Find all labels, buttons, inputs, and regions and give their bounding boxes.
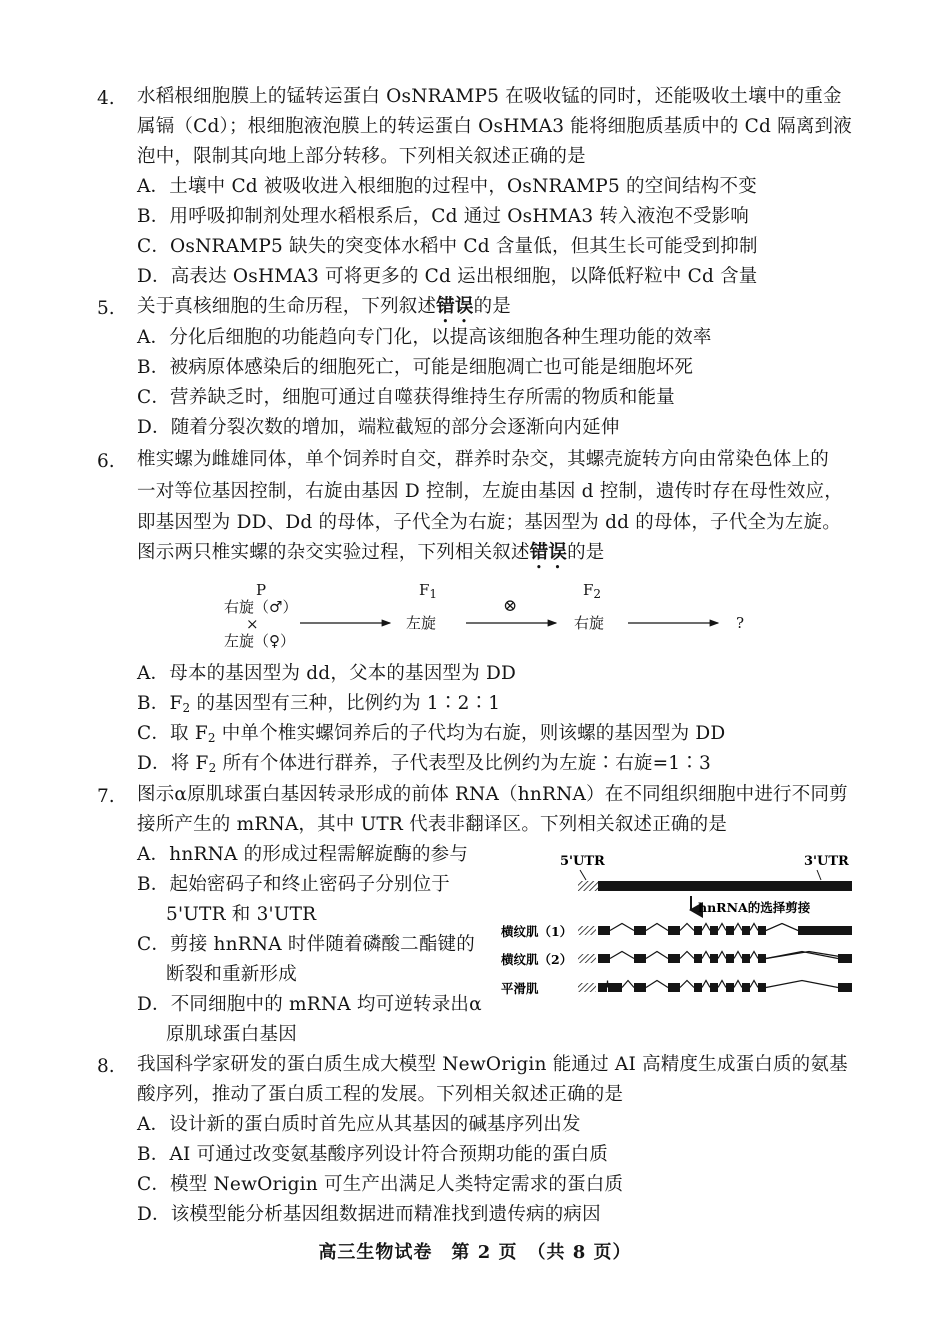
row1-intron-3 <box>680 924 694 931</box>
row1-intron-4 <box>702 924 710 931</box>
q4-option-b[interactable]: B．用呼吸抑制剂处理水稻根系后，Cd 通过 OsHMA3 转入液泡不受影响 <box>137 206 750 227</box>
q8-option-a[interactable]: A．设计新的蛋白质时首先应从其基因的碱基序列出发 <box>137 1114 581 1135</box>
question-5-number: 5. <box>97 298 115 319</box>
q6-option-d[interactable]: D．将 $F_2$ 所有个体进行群养，子代表型及比例约为左旋∶右旋=1∶3 <box>137 753 711 775</box>
row1-exon-4 <box>694 926 702 935</box>
row2-intron-6 <box>734 952 742 959</box>
row2-exon-6 <box>726 954 734 963</box>
row3-exon-2 <box>634 983 646 992</box>
q7-stem-line-2: 接所产生的 mRNA，其中 UTR 代表非翻译区。下列相关叙述正确的是 <box>137 814 728 835</box>
f1-label: $F_1$ <box>419 581 438 601</box>
p-female: 左旋（♀） <box>224 632 295 650</box>
question-8-number: 8. <box>97 1056 115 1077</box>
row2-intron-2 <box>646 952 668 959</box>
row1-exon-9 <box>798 926 852 935</box>
q8-stem-line-2: 酸序列，推动了蛋白质工程的发展。下列相关叙述正确的是 <box>137 1084 624 1105</box>
row2-intron-1 <box>610 952 634 959</box>
cross-sign: × <box>246 615 259 633</box>
row2-exon-8 <box>758 954 766 963</box>
f2-phenotype: 右旋 <box>574 614 605 632</box>
row1-exon-6 <box>726 926 734 935</box>
q7-option-d-cont: 原肌球蛋白基因 <box>166 1024 297 1045</box>
row2-exon-4 <box>694 954 702 963</box>
row3-intron-0 <box>607 981 608 988</box>
q8-option-b[interactable]: B．AI 可通过改变氨基酸序列设计符合预期功能的蛋白质 <box>137 1144 609 1165</box>
q5-emphasis: 错误 <box>436 296 474 317</box>
row3-intron-7 <box>750 981 758 988</box>
row1-intron-5 <box>718 924 726 931</box>
f3-unknown: ? <box>736 614 745 632</box>
row2-exon-7 <box>742 954 750 963</box>
q6-stem-line-2: 一对等位基因控制，右旋由基因 D 控制，左旋由基因 d 控制，遗传时存在母性效应， <box>137 481 843 502</box>
row2-exon-5 <box>710 954 718 963</box>
q6-stem-line-4: 图示两只椎实螺的杂交实验过程，下列相关叙述错误的是 <box>137 542 605 563</box>
row3-label: 平滑肌 <box>501 981 539 996</box>
question-6-number: 6. <box>97 451 115 472</box>
q4-option-c[interactable]: C．OsNRAMP5 缺失的突变体水稻中 Cd 含量低，但其生长可能受到抑制 <box>137 236 758 257</box>
row3-intron-3 <box>680 981 694 988</box>
row1-intron-2 <box>646 924 668 931</box>
q5-option-d[interactable]: D．随着分裂次数的增加，端粒截短的部分会逐渐向内延伸 <box>137 417 620 438</box>
q5-stem: 关于真核细胞的生命历程，下列叙述错误的是 <box>137 296 512 317</box>
row3-exon-4 <box>694 983 702 992</box>
row2-exon-3 <box>668 954 680 963</box>
q6-option-c[interactable]: C．取 $F_2$ 中单个椎实螺饲养后的子代均为右旋，则该螺的基因型为 DD <box>137 723 726 745</box>
p-male: 右旋（♂） <box>224 598 298 616</box>
row3-utr5 <box>578 983 596 992</box>
q7-option-b[interactable]: B．起始密码子和终止密码子分别位于 <box>137 874 450 895</box>
row1-exon-8 <box>758 926 766 935</box>
row1-exon-2 <box>634 926 646 935</box>
q8-option-c[interactable]: C．模型 NewOrigin 可生产出满足人类特定需求的蛋白质 <box>137 1174 624 1195</box>
row3-exon-5 <box>710 983 718 992</box>
f1-phenotype: 左旋 <box>406 614 437 632</box>
row1-intron-8 <box>766 924 798 931</box>
row2-exon-end <box>838 954 852 963</box>
row3-exon-0 <box>598 983 607 992</box>
q5-option-b[interactable]: B．被病原体感染后的细胞死亡，可能是细胞凋亡也可能是细胞坏死 <box>137 357 694 378</box>
q7-option-c-cont: 断裂和重新形成 <box>166 964 297 985</box>
q6-stem-line-3: 即基因型为 DD、Dd 的母体，子代全为右旋；基因型为 dd 的母体，子代全为左旋。 <box>137 512 841 533</box>
row2-utr5 <box>578 954 596 963</box>
page-footer: 高三生物试卷 第 2 页 （共 8 页） <box>318 1242 632 1263</box>
row3-exon-9 <box>838 983 852 992</box>
q8-option-d[interactable]: D．该模型能分析基因组数据进而精准找到遗传病的病因 <box>137 1204 601 1225</box>
q5-option-a[interactable]: A．分化后细胞的功能趋向专门化，以提高该细胞各种生理功能的效率 <box>137 327 712 348</box>
row2-exon-2 <box>634 954 646 963</box>
q6-option-b[interactable]: B．$F_2$ 的基因型有三种，比例约为 1∶2∶1 <box>137 693 501 715</box>
row3-intron-1 <box>622 981 634 988</box>
q4-stem-line-3: 泡中，限制其向地上部分转移。下列相关叙述正确的是 <box>137 146 586 167</box>
row3-intron-6 <box>734 981 742 988</box>
row3-exon-1 <box>608 983 622 992</box>
q7-option-d[interactable]: D．不同细胞中的 mRNA 均可逆转录出α <box>137 994 482 1015</box>
mrna-rows <box>578 924 852 993</box>
row1-intron-last <box>766 924 798 931</box>
q6-stem-line-1: 椎实螺为雌雄同体，单个饲养时自交，群养时杂交，其螺壳旋转方向由常染色体上的 <box>137 449 829 470</box>
row1-exon-3 <box>668 926 680 935</box>
q7-option-a[interactable]: A．hnRNA 的形成过程需解旋酶的参与 <box>137 844 469 865</box>
q6-option-a[interactable]: A．母本的基因型为 dd，父本的基因型为 DD <box>137 663 517 684</box>
q7-stem-line-1: 图示α原肌球蛋白基因转录形成的前体 RNA（hnRNA）在不同组织细胞中进行不同剪 <box>137 784 848 805</box>
question-7-number: 7. <box>97 786 115 807</box>
row3-intron-5 <box>718 981 726 988</box>
row1-exon-1 <box>598 926 610 935</box>
row1-label: 横纹肌（1） <box>501 924 573 939</box>
row2-exon-1 <box>598 954 610 963</box>
utr5-label: 5'UTR <box>560 854 605 869</box>
q5-option-c[interactable]: C．营养缺乏时，细胞可通过自噬获得维持生存所需的物质和能量 <box>137 387 675 408</box>
row3-exon-7 <box>742 983 750 992</box>
row3-exon-8 <box>758 983 766 992</box>
q4-stem-line-2: 属镉（Cd）；根细胞液泡膜上的转运蛋白 OsHMA3 能将细胞质基质中的 Cd 隔离到液 <box>137 116 852 137</box>
q7-option-b-cont: 5'UTR 和 3'UTR <box>166 904 317 925</box>
row1-utr5 <box>578 926 596 935</box>
p-generation-label: P <box>256 581 267 599</box>
splicing-figure <box>498 846 858 1006</box>
row3-intron-2 <box>646 981 668 988</box>
row2-intron-5 <box>718 952 726 959</box>
q6-emphasis: 错误 <box>529 542 568 563</box>
splice-label: hnRNA的选择剪接 <box>698 900 811 915</box>
row2-intron-3 <box>680 952 694 959</box>
row3-intron-8 <box>766 981 838 988</box>
row2-intron-7 <box>750 952 758 959</box>
row1-intron-6 <box>734 924 742 931</box>
q4-option-d[interactable]: D．高表达 OsHMA3 可将更多的 Cd 运出根细胞，以降低籽粒中 Cd 含量 <box>137 266 758 287</box>
row3-exon-6 <box>726 983 734 992</box>
row2-intron-4 <box>702 952 710 959</box>
q8-stem-line-1: 我国科学家研发的蛋白质生成大模型 NewOrigin 能通过 AI 高精度生成蛋白质的氨基 <box>137 1054 848 1075</box>
hnrna-bar <box>598 881 852 891</box>
q4-option-a[interactable]: A．土壤中 Cd 被吸收进入根细胞的过程中，OsNRAMP5 的空间结构不变 <box>137 176 757 197</box>
q7-option-c[interactable]: C．剪接 hnRNA 时伴随着磷酸二酯键的 <box>137 934 475 955</box>
row1-exon-5 <box>710 926 718 935</box>
row1-exon-7 <box>742 926 750 935</box>
self-cross-sign: ⊗ <box>503 596 518 616</box>
row3-intron-4 <box>702 981 710 988</box>
f2-label: $F_2$ <box>583 581 602 601</box>
q4-stem-line-1: 水稻根细胞膜上的锰转运蛋白 OsNRAMP5 在吸收锰的同时，还能吸收土壤中的重金 <box>137 86 842 107</box>
row3-exon-3 <box>668 983 680 992</box>
question-4-number: 4. <box>97 88 115 109</box>
utr3-label: 3'UTR <box>804 854 849 869</box>
row1-intron-1 <box>610 924 634 931</box>
row2-label: 横纹肌（2） <box>501 952 573 967</box>
row1-intron-7 <box>750 924 758 931</box>
